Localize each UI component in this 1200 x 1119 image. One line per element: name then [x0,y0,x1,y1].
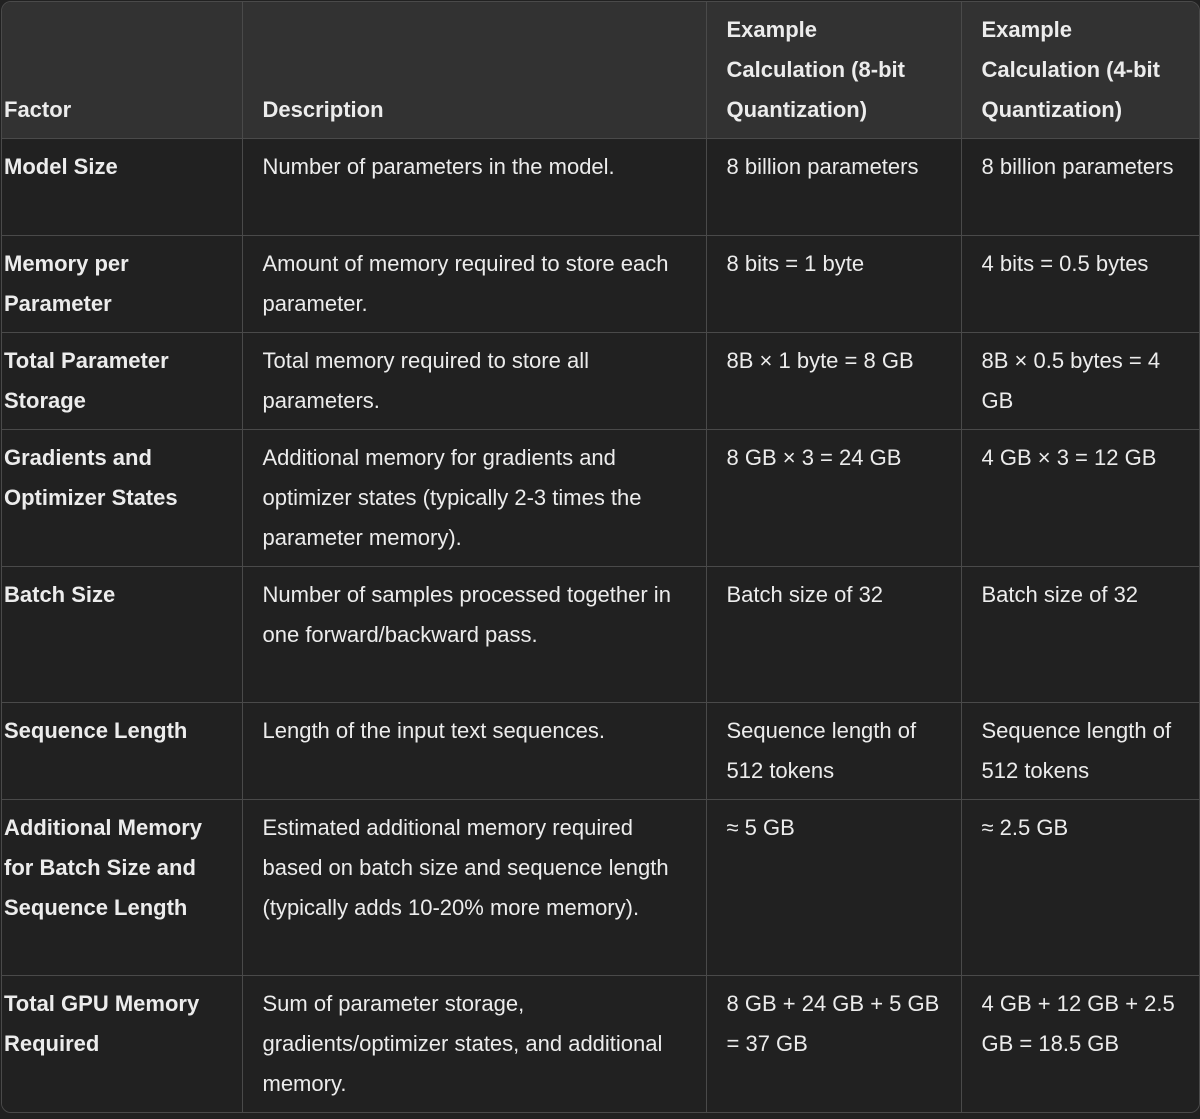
table-row [2,139,1199,236]
table-row [2,333,1199,430]
cell-factor: Memory per Parameter [2,236,242,333]
cell-description: Sum of parameter storage, gradients/optimizer states, and additional memory. [242,976,706,1113]
cell-calc-8bit: 8 GB × 3 = 24 GB [706,430,961,567]
header-calc-4bit: Example Calculation (4-bit Quantization) [961,2,1199,139]
table-row [2,236,1199,333]
table-row [2,567,1199,703]
cell-calc-4bit: 4 GB × 3 = 12 GB [961,430,1199,567]
header-calc-8bit: Example Calculation (8-bit Quantization) [706,2,961,139]
cell-description: Additional memory for gradients and optimizer states (typically 2-3 times the parameter memory). [242,430,706,567]
gpu-memory-table [2,2,1199,1112]
cell-calc-8bit: 8 bits = 1 byte [706,236,961,333]
cell-factor: Total GPU Memory Required [2,976,242,1113]
cell-factor: Total Parameter Storage [2,333,242,430]
cell-description: Length of the input text sequences. [242,703,706,800]
table-row [2,800,1199,976]
cell-description: Total memory required to store all parameters. [242,333,706,430]
cell-calc-4bit: 8 billion parameters [961,139,1199,236]
cell-calc-4bit: 4 GB + 12 GB + 2.5 GB = 18.5 GB [961,976,1199,1113]
cell-description: Number of parameters in the model. [242,139,706,236]
cell-description: Amount of memory required to store each parameter. [242,236,706,333]
cell-factor: Additional Memory for Batch Size and Sequence Length [2,800,242,976]
cell-factor: Model Size [2,139,242,236]
cell-description: Estimated additional memory required based on batch size and sequence length (typically adds 10-20% more memory). [242,800,706,976]
cell-calc-4bit: 8B × 0.5 bytes = 4 GB [961,333,1199,430]
cell-calc-8bit: 8 billion parameters [706,139,961,236]
cell-calc-8bit: Batch size of 32 [706,567,961,703]
table-row [2,703,1199,800]
cell-factor: Sequence Length [2,703,242,800]
cell-calc-4bit: 4 bits = 0.5 bytes [961,236,1199,333]
cell-description: Number of samples processed together in one forward/backward pass. [242,567,706,703]
cell-calc-4bit: Batch size of 32 [961,567,1199,703]
cell-calc-8bit: ≈ 5 GB [706,800,961,976]
cell-calc-4bit: ≈ 2.5 GB [961,800,1199,976]
table-row [2,976,1199,1113]
header-factor: Factor [2,2,242,139]
table-header-row [2,2,1199,139]
cell-calc-8bit: Sequence length of 512 tokens [706,703,961,800]
cell-factor: Gradients and Optimizer States [2,430,242,567]
gpu-memory-table-container [1,1,1200,1113]
cell-calc-8bit: 8B × 1 byte = 8 GB [706,333,961,430]
cell-factor: Batch Size [2,567,242,703]
cell-calc-8bit: 8 GB + 24 GB + 5 GB = 37 GB [706,976,961,1113]
header-description: Description [242,2,706,139]
table-row [2,430,1199,567]
cell-calc-4bit: Sequence length of 512 tokens [961,703,1199,800]
